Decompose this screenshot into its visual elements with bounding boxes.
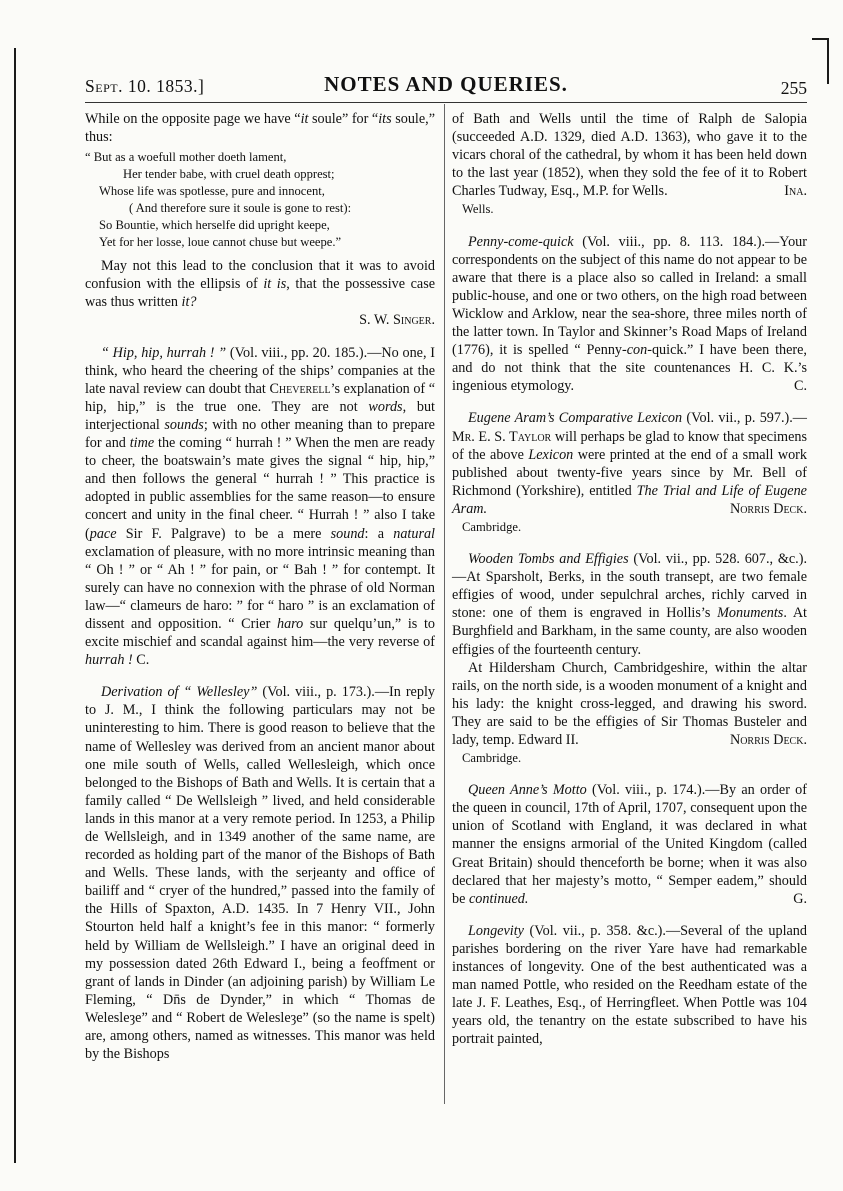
left-column xyxy=(85,110,435,1063)
quoted-verse xyxy=(85,149,435,251)
place-line: Cambridge. xyxy=(462,751,522,766)
signature: Ina. xyxy=(784,183,807,200)
verse-line: ( And therefore sure it soule is gone to rest): xyxy=(129,201,352,216)
wooden-tombs-second-paragraph: At Hildersham Church, Cambridgeshire, within the altar rails, on the north side, is a wooden monument of a knight and his lady: the knight cross-legged, and drawing his sword. They are said to be the effigies of Sir Thomas Busteler and lady, temp. Edward II. Norris Deck. xyxy=(452,659,807,748)
right-column xyxy=(452,110,807,1049)
signature: Norris Deck. xyxy=(729,732,807,748)
header-title: NOTES AND QUERIES. xyxy=(324,72,568,96)
article-title: “ Hip, hip, hurrah ! ” xyxy=(101,344,227,361)
verse-line: Her tender babe, with cruel death opprest; xyxy=(123,167,335,182)
page-edge-corner xyxy=(812,38,828,40)
page-number: 255 xyxy=(780,78,807,98)
page-edge-right xyxy=(827,38,829,84)
place-line: Cambridge. xyxy=(462,519,522,534)
verse-line: Whose life was spotlesse, pure and innocent, xyxy=(99,184,325,199)
place-line: Wells. xyxy=(462,202,494,217)
article-title: Derivation of “ Wellesley” xyxy=(101,684,258,701)
signature: Norris Deck. xyxy=(729,500,807,517)
article-hip-hurrah: “ Hip, hip, hurrah ! ” (Vol. viii., pp. 20. 185.).—No one, I think, who heard the cheering of the ships’ companies at the late naval review can doubt that Cheverell’s explanation of “ hip, hip,” is the true one. They are not words, but interjectional sounds; with no other meaning than to prepare for and time the coming “ hurrah ! ” When the men are ready to cheer, the boatswain’s mate gives the signal “ hip, hip,” and then follows the general “ hurrah ! ” This practice is adopted in public assemblies for the same reason—to ensure concert and unity in the final cheer. “ Hurrah ! ” also I take (pace Sir F. Palgrave) to be a mere sound: a natural exclamation of pleasure, with no more intrinsic meaning than “ Oh ! ” or “ Ah ! ” for pain, or “ Bah ! ” for contempt. It surely can have no connexion with the phrase of old Norman law—“ clameurs de haro: ” for “ haro ” is an exclamation of dissent and opposition. “ Crier haro sur quelqu’un,” is to excite mischief and scandal against him—the very reverse of hurrah ! C. xyxy=(85,344,435,669)
header-rule xyxy=(85,102,807,103)
article-wellesley: Derivation of “ Wellesley” (Vol. viii., p. 173.).—In reply to J. M., I think the following particulars may not be uninteresting to him. There is good reason to believe that the name of Wellesley was derived from an ancient manor about one mile south of Wells, called Wellesleigh, which once belonged to the Bishops of Bath and Wells. It is certain that a family called “ De Wellsleigh ” lived, and held considerable lands in this manor at a very remote period. In 1253, a Philip de Wellsleigh, and in 1349 another of the same name, are recorded as holding part of the manor of the Bishops of Bath and Wells. These lands, with the serjeanty and office of bailiff and “ cryer of the hundred,” passed into the family of the Hills of Spaxton, A.D. 1435. In 7 Henry VII., John Stourton held half a knight’s fee in this manor: “ formerly held by William de Wellsleigh.” I have an original deed in my possession dated 26th Edward I., being a feoffment or grant of lands in Dinder (an adjoining parish) by William Le Fleming, “ Dn̄s de Dynder,” in which “ Thomas de Welesleȝe” and “ Robert de Welesleȝe” (so the name is spelt) are, among others, named as witnesses. This manor was held by the Bishops xyxy=(85,684,435,1063)
singer-conclusion: May not this lead to the conclusion that it was to avoid confusion with the ellipsis of it is, that the possessive case was thus written it? xyxy=(85,258,436,311)
verse-line: Yet for her losse, loue cannot chuse but weepe.” xyxy=(99,235,342,250)
column-divider xyxy=(444,104,445,1104)
signature: C. xyxy=(793,378,807,395)
signature: G. xyxy=(793,890,807,907)
article-title: Queen Anne’s Motto xyxy=(468,782,587,799)
header-date: Sept. 10. 1853.] xyxy=(85,76,205,96)
singer-intro: While on the opposite page we have “it soule” for “its soule,” thus: xyxy=(85,111,435,146)
article-eugene-aram: Eugene Aram’s Comparative Lexicon (Vol. vii., p. 597.).—Mr. E. S. Taylor will perhaps be glad to know that specimens of the above Lexicon were printed at the end of a small work published about twenty-five years since by Mr. Bell of Richmond (Yorkshire), entitled The Trial and Life of Eugene Aram. Norris Deck. xyxy=(452,410,807,517)
article-penny-come-quick: Penny-come-quick (Vol. viii., pp. 8. 113. 184.).—Your correspondents on the subject of this name do not appear to be aware that there is a place also so called in Ireland: a small public-house, and one or two others, on the high road between Wicklow and Arklow, near the sea-shore, three miles north of the latter town. In Taylor and Skinner’s Road Maps of Ireland (1776), it is spelled “ Penny-con-quick.” I have been there, and do not think that the site countenances H. C. K.’s ingenious etymology. C. xyxy=(452,233,807,395)
article-longevity: Longevity (Vol. vii., p. 358. &c.).—Several of the upland parishes bordering on the river Yare have had remarkable instances of longevity. One of the best authenticated was a man named Pottle, who resided on the Reedham estate of the late J. F. Leathes, Esq., of Herringfleet. When Pottle was 104 years old, the tenantry on the estate subscribed to have his portrait painted, xyxy=(452,922,807,1048)
running-header xyxy=(85,72,807,102)
article-title: Wooden Tombs and Effigies xyxy=(468,551,629,568)
page-edge-left xyxy=(14,48,16,1163)
article-title: Eugene Aram’s Comparative Lexicon xyxy=(468,410,683,427)
signature: C. xyxy=(136,652,150,669)
article-queen-anne-motto: Queen Anne’s Motto (Vol. viii., p. 174.).—By an order of the queen in council, 17th of April, 1707, consequent upon the union of Scotland with England, it was declared in what manner the ensigns armorial of the United Kingdom (called Great Britain) should thenceforth be borne; when it was also declared that her majesty’s motto, “ Semper eadem,” should be continued. G. xyxy=(452,782,807,907)
article-title: Penny-come-quick xyxy=(468,233,574,250)
article-wooden-tombs: Wooden Tombs and Effigies (Vol. vii., pp. 528. 607., &c.).—At Sparsholt, Berks, in the south transept, are two female effigies of wood, under sepulchral arches, richly carved in stone: one of them is engraved in Hollis’s Monuments. At Burghfield and Barkham, in the same county, are also wooden effigies of the fourteenth century. xyxy=(452,551,808,658)
wellesley-continued: of Bath and Wells until the time of Ralph de Salopia (succeeded A.D. 1329, died A.D. 1363), who gave it to the vicars choral of the cathedral, by whom it has been held down to the last year (1852), when they sold the fee of it to Robert Charles Tudway, Esq., M.P. for Wells. Ina. xyxy=(452,111,807,200)
verse-line: “ But as a woefull mother doeth lament, xyxy=(85,150,287,165)
verse-line: So Bountie, which herselfe did upright keepe, xyxy=(99,218,330,233)
signature: S. W. Singer. xyxy=(359,312,435,329)
article-title: Longevity xyxy=(468,922,524,939)
